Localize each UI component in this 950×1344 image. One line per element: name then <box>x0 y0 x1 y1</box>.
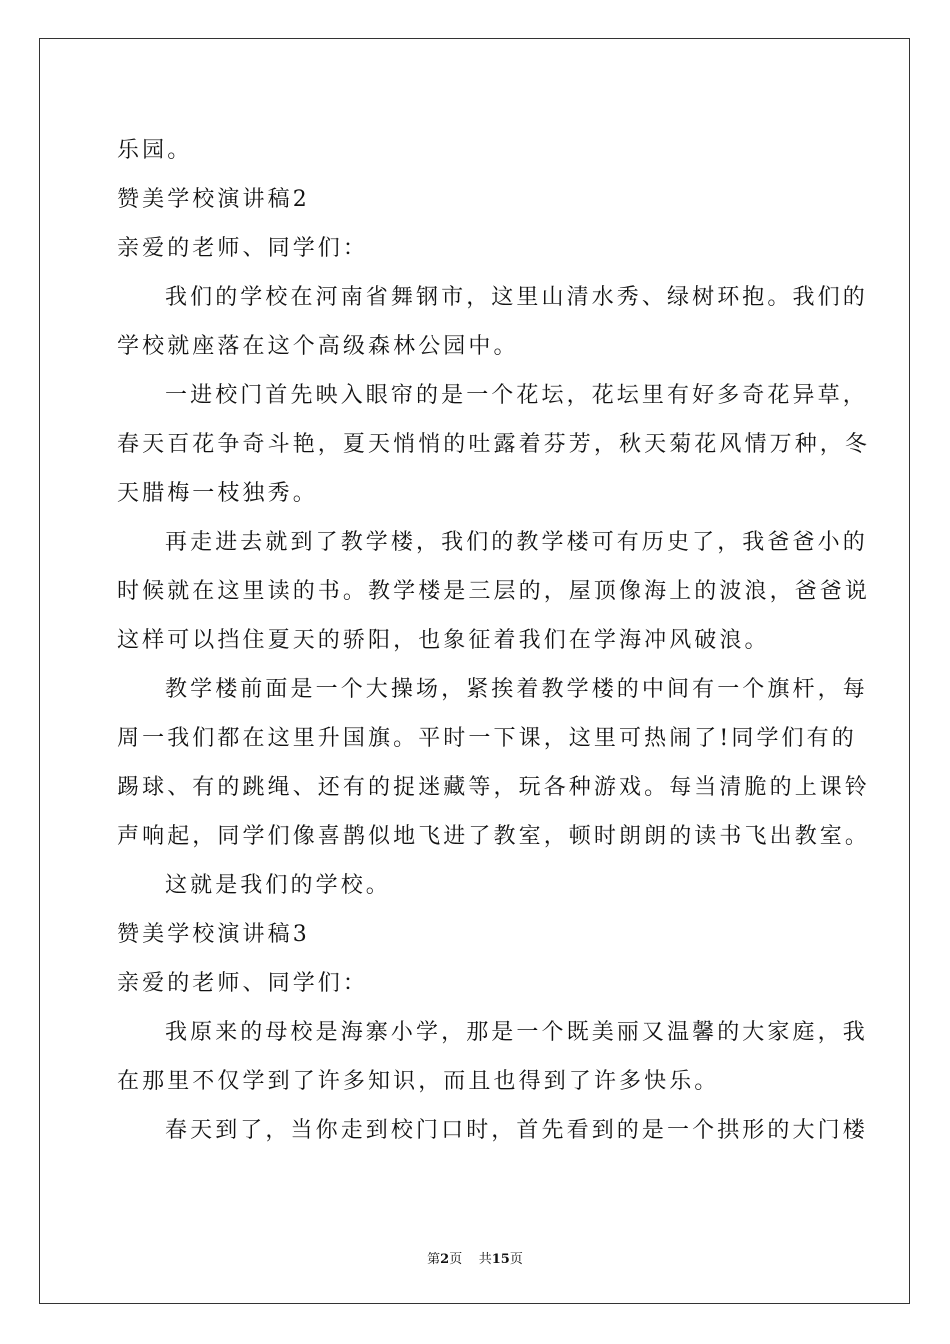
paragraph-line: 我们的学校在河南省舞钢市，这里山清水秀、绿树环抱。我们的 <box>165 285 868 310</box>
paragraph-line: 我原来的母校是海寨小学，那是一个既美丽又温馨的大家庭，我 <box>165 1020 868 1045</box>
paragraph-line: 这就是我们的学校。 <box>165 873 391 898</box>
total-suffix: 页 <box>509 1252 523 1267</box>
text-line: 乐园。 <box>117 138 193 163</box>
page-suffix: 页 <box>449 1252 463 1267</box>
paragraph-line: 天腊梅一枝独秀。 <box>117 481 318 506</box>
page-prefix: 第 <box>427 1252 441 1267</box>
paragraph-line: 春天到了，当你走到校门口时，首先看到的是一个拱形的大门楼 <box>165 1118 868 1143</box>
paragraph-line: 教学楼前面是一个大操场，紧挨着教学楼的中间有一个旗杆，每 <box>165 677 868 702</box>
paragraph-line: 在那里不仅学到了许多知识，而且也得到了许多快乐。 <box>117 1069 720 1094</box>
section-heading: 赞美学校演讲稿2 <box>117 187 310 212</box>
document-body <box>117 126 871 1155</box>
current-page-number: 2 <box>440 1252 450 1267</box>
total-prefix: 共 <box>478 1252 492 1267</box>
paragraph-line: 春天百花争奇斗艳，夏天悄悄的吐露着芬芳，秋天菊花风情万种，冬 <box>117 432 871 457</box>
salutation: 亲爱的老师、同学们： <box>117 236 369 261</box>
salutation: 亲爱的老师、同学们： <box>117 971 369 996</box>
paragraph-line: 这样可以挡住夏天的骄阳，也象征着我们在学海冲风破浪。 <box>117 628 770 653</box>
total-pages-number: 15 <box>491 1252 510 1267</box>
paragraph-line: 周一我们都在这里升国旗。平时一下课，这里可热闹了!同学们有的 <box>117 726 857 751</box>
paragraph-line: 学校就座落在这个高级森林公园中。 <box>117 334 519 359</box>
paragraph-line: 一进校门首先映入眼帘的是一个花坛，花坛里有好多奇花异草， <box>165 383 868 408</box>
paragraph-line: 声响起，同学们像喜鹊似地飞进了教室，顿时朗朗的读书飞出教室。 <box>117 824 871 849</box>
section-heading: 赞美学校演讲稿3 <box>117 922 310 947</box>
paragraph-line: 踢球、有的跳绳、还有的捉迷藏等，玩各种游戏。每当清脆的上课铃 <box>117 775 871 800</box>
paragraph-line: 时候就在这里读的书。教学楼是三层的，屋顶像海上的波浪，爸爸说 <box>117 579 871 604</box>
paragraph-line: 再走进去就到了教学楼，我们的教学楼可有历史了，我爸爸小的 <box>165 530 868 555</box>
page-footer <box>0 1248 950 1267</box>
